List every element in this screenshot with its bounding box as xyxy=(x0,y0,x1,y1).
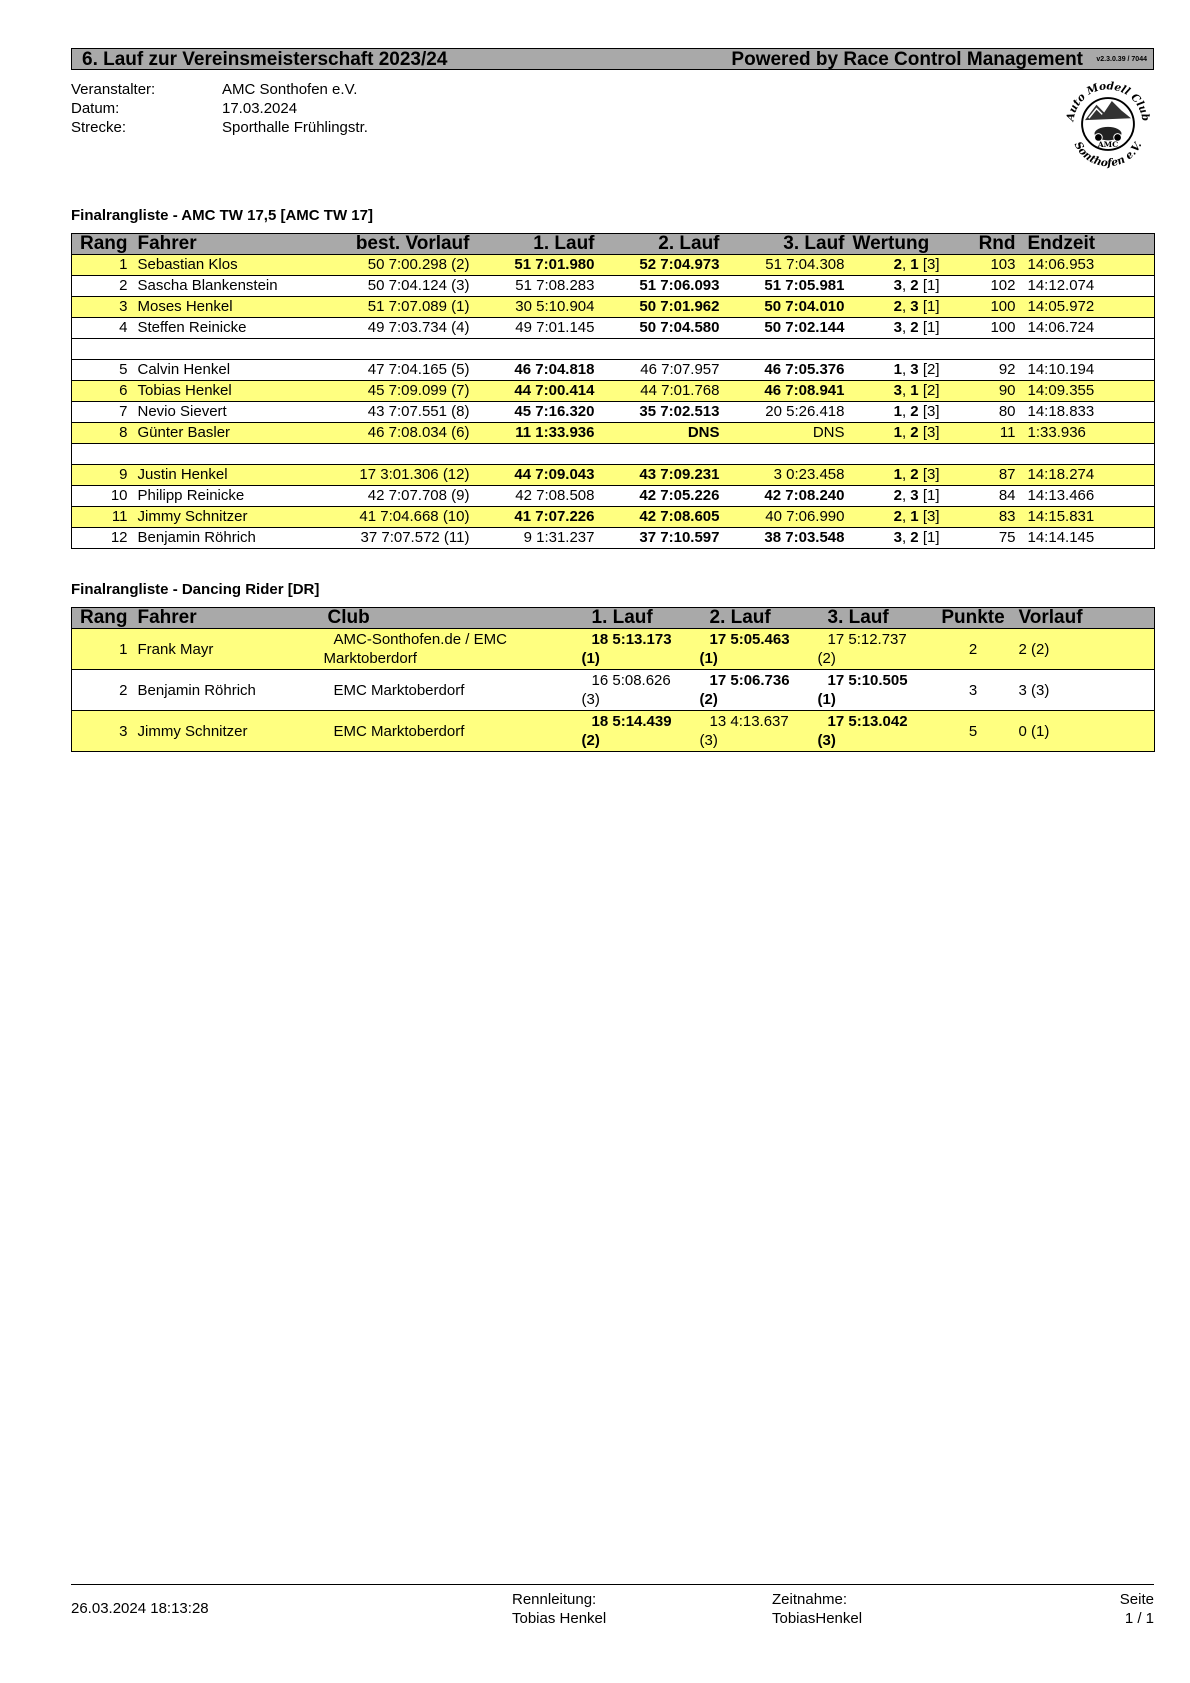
lap3-cell: 38 7:03.548 xyxy=(724,528,849,549)
results-table-dr xyxy=(71,607,1155,752)
rang-cell: 2 xyxy=(72,276,134,297)
end-time-cell: 14:13.466 xyxy=(1022,486,1155,507)
ranking-dropped: [3] xyxy=(922,403,940,420)
driver-cell: Jimmy Schnitzer xyxy=(134,711,324,752)
qualifying-cell: 46 7:08.034 (6) xyxy=(324,423,474,444)
lap-position: (1) xyxy=(817,691,836,708)
ranking-dropped: [1] xyxy=(922,487,940,504)
lap2-cell: 35 7:02.513 xyxy=(599,402,724,423)
col-rang: Rang xyxy=(72,234,134,255)
end-time-cell: 14:09.355 xyxy=(1022,381,1155,402)
spacer-cell xyxy=(72,339,1155,360)
ranking-dropped: [1] xyxy=(922,319,940,336)
end-time-cell: 14:18.274 xyxy=(1022,465,1155,486)
table-row xyxy=(72,318,1155,339)
footer-page xyxy=(1080,1590,1154,1628)
info-value: Sporthalle Frühlingstr. xyxy=(222,119,368,136)
driver-cell: Sascha Blankenstein xyxy=(134,276,324,297)
title-bar xyxy=(71,48,1154,70)
lap-result: 17 5:13.042 xyxy=(827,713,908,730)
club-cell xyxy=(324,711,582,752)
club-line: EMC Marktoberdorf xyxy=(333,722,465,740)
rang-cell: 3 xyxy=(72,711,134,752)
col-vorlauf: Vorlauf xyxy=(1011,608,1155,629)
qualifying-cell: 17 3:01.306 (12) xyxy=(324,465,474,486)
col-punkte: Punkte xyxy=(936,608,1011,629)
qualifying-cell: 45 7:09.099 (7) xyxy=(324,381,474,402)
lap2-cell: 42 7:05.226 xyxy=(599,486,724,507)
driver-cell: Sebastian Klos xyxy=(134,255,324,276)
info-value: AMC Sonthofen e.V. xyxy=(222,81,358,98)
col-lauf3: 3. Lauf xyxy=(818,608,936,629)
info-label: Datum: xyxy=(71,100,120,117)
rang-cell: 10 xyxy=(72,486,134,507)
lap1-cell xyxy=(582,629,700,670)
lap2-cell: 44 7:01.768 xyxy=(599,381,724,402)
rang-cell: 2 xyxy=(72,670,134,711)
ranking-first: 2 xyxy=(893,298,902,315)
qualifying-cell: 0 (1) xyxy=(1011,711,1155,752)
ranking-second: 1 xyxy=(910,256,919,273)
end-time-cell: 14:06.724 xyxy=(1022,318,1155,339)
footer-divider xyxy=(71,1584,1154,1585)
rang-cell: 9 xyxy=(72,465,134,486)
driver-cell: Benjamin Röhrich xyxy=(134,528,324,549)
ranking-first: 2 xyxy=(893,508,902,525)
lap1-cell xyxy=(582,711,700,752)
lap2-cell xyxy=(700,711,818,752)
club-line: EMC Marktoberdorf xyxy=(333,681,465,699)
driver-cell: Steffen Reinicke xyxy=(134,318,324,339)
qualifying-cell: 50 7:00.298 (2) xyxy=(324,255,474,276)
info-row-date xyxy=(71,99,368,118)
lap1-cell: 46 7:04.818 xyxy=(474,360,599,381)
lap3-cell: 50 7:02.144 xyxy=(724,318,849,339)
lap1-cell: 42 7:08.508 xyxy=(474,486,599,507)
qualifying-cell: 49 7:03.734 (4) xyxy=(324,318,474,339)
laps-cell: 80 xyxy=(944,402,1022,423)
table-row xyxy=(72,360,1155,381)
ranking-dropped: [1] xyxy=(922,529,940,546)
lap3-cell: DNS xyxy=(724,423,849,444)
timekeeping-label: Zeitnahme: xyxy=(772,1591,848,1608)
ranking-cell xyxy=(849,381,944,402)
footer-timestamp: 26.03.2024 18:13:28 xyxy=(71,1600,209,1617)
driver-cell: Calvin Henkel xyxy=(134,360,324,381)
results-body-tw17 xyxy=(72,255,1155,549)
lap2-cell: 52 7:04.973 xyxy=(599,255,724,276)
qualifying-cell: 42 7:07.708 (9) xyxy=(324,486,474,507)
info-value: 17.03.2024 xyxy=(222,100,298,117)
lap1-cell: 45 7:16.320 xyxy=(474,402,599,423)
lap-result: 17 5:10.505 xyxy=(827,672,908,689)
lap3-cell: 51 7:04.308 xyxy=(724,255,849,276)
lap3-cell: 46 7:08.941 xyxy=(724,381,849,402)
ranking-sep: , xyxy=(901,382,911,399)
laps-cell: 100 xyxy=(944,297,1022,318)
qualifying-cell: 37 7:07.572 (11) xyxy=(324,528,474,549)
lap3-cell xyxy=(818,670,936,711)
qualifying-cell: 2 (2) xyxy=(1011,629,1155,670)
ranking-first: 1 xyxy=(893,361,902,378)
driver-cell: Tobias Henkel xyxy=(134,381,324,402)
ranking-second: 2 xyxy=(910,529,919,546)
ranking-second: 2 xyxy=(910,403,919,420)
ranking-second: 2 xyxy=(910,277,919,294)
ranking-dropped: [2] xyxy=(922,382,940,399)
event-info xyxy=(71,80,368,137)
lap-result: 13 4:13.637 xyxy=(709,713,789,730)
driver-cell: Moses Henkel xyxy=(134,297,324,318)
lap2-cell xyxy=(700,629,818,670)
table-row xyxy=(72,711,1155,752)
table-row xyxy=(72,297,1155,318)
rang-cell: 7 xyxy=(72,402,134,423)
race-control-value: Tobias Henkel xyxy=(512,1610,607,1627)
driver-cell: Jimmy Schnitzer xyxy=(134,507,324,528)
ranking-second: 2 xyxy=(910,319,919,336)
ranking-sep: , xyxy=(901,487,911,504)
col-fahrer: Fahrer xyxy=(134,234,324,255)
lap2-cell xyxy=(700,670,818,711)
table-row xyxy=(72,507,1155,528)
group-spacer-row xyxy=(72,444,1155,465)
lap-result: 16 5:08.626 xyxy=(591,672,671,689)
lap3-cell: 20 5:26.418 xyxy=(724,402,849,423)
powered-by: Powered by Race Control Management xyxy=(731,49,1083,70)
lap1-cell: 51 7:01.980 xyxy=(474,255,599,276)
laps-cell: 75 xyxy=(944,528,1022,549)
lap-position: (3) xyxy=(581,691,600,708)
rang-cell: 8 xyxy=(72,423,134,444)
lap3-cell: 3 0:23.458 xyxy=(724,465,849,486)
ranking-second: 3 xyxy=(910,298,919,315)
lap3-cell: 42 7:08.240 xyxy=(724,486,849,507)
results-table-tw17 xyxy=(71,233,1155,549)
table-row xyxy=(72,276,1155,297)
qualifying-cell: 50 7:04.124 (3) xyxy=(324,276,474,297)
page-label: Seite xyxy=(1119,1591,1154,1608)
logo-top-text: Auto Modell Club xyxy=(1064,80,1152,123)
ranking-second: 3 xyxy=(910,487,919,504)
lap2-cell: 42 7:08.605 xyxy=(599,507,724,528)
lap1-cell: 11 1:33.936 xyxy=(474,423,599,444)
laps-cell: 100 xyxy=(944,318,1022,339)
lap2-cell: 46 7:07.957 xyxy=(599,360,724,381)
table-header xyxy=(72,234,1155,255)
rang-cell: 6 xyxy=(72,381,134,402)
driver-cell: Günter Basler xyxy=(134,423,324,444)
group-spacer-row xyxy=(72,339,1155,360)
ranking-cell xyxy=(849,318,944,339)
table-row xyxy=(72,629,1155,670)
ranking-second: 3 xyxy=(910,361,919,378)
lap3-cell: 40 7:06.990 xyxy=(724,507,849,528)
ranking-sep: , xyxy=(901,403,911,420)
ranking-first: 1 xyxy=(893,466,902,483)
results-body-dr xyxy=(72,629,1155,752)
ranking-cell xyxy=(849,465,944,486)
club-line: Marktoberdorf xyxy=(323,650,417,667)
ranking-cell xyxy=(849,255,944,276)
end-time-cell: 14:18.833 xyxy=(1022,402,1155,423)
ranking-first: 3 xyxy=(893,319,902,336)
lap3-cell: 46 7:05.376 xyxy=(724,360,849,381)
ranking-sep: , xyxy=(901,256,911,273)
lap-result: 17 5:06.736 xyxy=(709,672,790,689)
spacer-cell xyxy=(72,444,1155,465)
lap-position: (2) xyxy=(817,650,836,667)
lap2-cell: 51 7:06.093 xyxy=(599,276,724,297)
lap1-cell: 51 7:08.283 xyxy=(474,276,599,297)
lap1-cell xyxy=(582,670,700,711)
col-lauf3: 3. Lauf xyxy=(724,234,849,255)
lap1-cell: 9 1:31.237 xyxy=(474,528,599,549)
lap2-cell: 43 7:09.231 xyxy=(599,465,724,486)
lap-position: (3) xyxy=(817,732,836,749)
laps-cell: 87 xyxy=(944,465,1022,486)
timekeeping-value: TobiasHenkel xyxy=(772,1610,863,1627)
ranking-cell xyxy=(849,297,944,318)
driver-cell: Justin Henkel xyxy=(134,465,324,486)
table-row xyxy=(72,255,1155,276)
ranking-first: 2 xyxy=(893,256,902,273)
ranking-dropped: [1] xyxy=(922,298,940,315)
end-time-cell: 14:10.194 xyxy=(1022,360,1155,381)
lap1-cell: 41 7:07.226 xyxy=(474,507,599,528)
points-cell: 5 xyxy=(936,711,1011,752)
ranking-cell xyxy=(849,528,944,549)
club-cell xyxy=(324,670,582,711)
ranking-dropped: [3] xyxy=(922,424,940,441)
ranking-cell xyxy=(849,276,944,297)
ranking-sep: , xyxy=(901,361,911,378)
qualifying-cell: 47 7:04.165 (5) xyxy=(324,360,474,381)
qualifying-cell: 3 (3) xyxy=(1011,670,1155,711)
ranking-sep: , xyxy=(901,277,911,294)
lap3-cell: 51 7:05.981 xyxy=(724,276,849,297)
points-cell: 2 xyxy=(936,629,1011,670)
lap-position: (1) xyxy=(699,650,718,667)
footer-race-control xyxy=(512,1590,606,1628)
lap-result: 18 5:13.173 xyxy=(591,631,672,648)
ranking-first: 3 xyxy=(893,382,902,399)
laps-cell: 92 xyxy=(944,360,1022,381)
end-time-cell: 14:12.074 xyxy=(1022,276,1155,297)
col-wertung: Wertung xyxy=(849,234,944,255)
lap3-cell xyxy=(818,629,936,670)
club-line: AMC-Sonthofen.de / EMC xyxy=(333,631,507,648)
ranking-first: 3 xyxy=(893,529,902,546)
col-lauf2: 2. Lauf xyxy=(599,234,724,255)
ranking-first: 3 xyxy=(893,277,902,294)
rang-cell: 1 xyxy=(72,255,134,276)
ranking-second: 1 xyxy=(910,382,919,399)
rang-cell: 4 xyxy=(72,318,134,339)
ranking-cell xyxy=(849,507,944,528)
lap-position: (2) xyxy=(581,732,600,749)
ranking-sep: , xyxy=(901,508,911,525)
col-lauf1: 1. Lauf xyxy=(582,608,700,629)
ranking-first: 1 xyxy=(893,403,902,420)
qualifying-cell: 43 7:07.551 (8) xyxy=(324,402,474,423)
driver-cell: Frank Mayr xyxy=(134,629,324,670)
ranking-cell xyxy=(849,402,944,423)
ranking-dropped: [3] xyxy=(922,466,940,483)
rang-cell: 3 xyxy=(72,297,134,318)
version-label: v2.3.0.39 / 7044 xyxy=(1096,56,1147,63)
ranking-second: 2 xyxy=(910,424,919,441)
ranking-dropped: [3] xyxy=(922,508,940,525)
table-row xyxy=(72,381,1155,402)
info-label: Veranstalter: xyxy=(71,81,156,98)
lap2-cell: 50 7:04.580 xyxy=(599,318,724,339)
table-header xyxy=(72,608,1155,629)
driver-cell: Philipp Reinicke xyxy=(134,486,324,507)
col-lauf1: 1. Lauf xyxy=(474,234,599,255)
rang-cell: 5 xyxy=(72,360,134,381)
table-row xyxy=(72,465,1155,486)
lap1-cell: 30 5:10.904 xyxy=(474,297,599,318)
col-vorlauf: best. Vorlauf xyxy=(324,234,474,255)
page-number: 1 / 1 xyxy=(1124,1610,1154,1627)
ranking-sep: , xyxy=(901,319,911,336)
ranking-dropped: [2] xyxy=(922,361,940,378)
laps-cell: 84 xyxy=(944,486,1022,507)
ranking-cell xyxy=(849,423,944,444)
lap-position: (1) xyxy=(581,650,600,667)
lap-result: 17 5:12.737 xyxy=(827,631,907,648)
rang-cell: 1 xyxy=(72,629,134,670)
footer-timekeeping xyxy=(772,1590,862,1628)
lap1-cell: 44 7:00.414 xyxy=(474,381,599,402)
info-row-organizer xyxy=(71,80,368,99)
ranking-cell xyxy=(849,486,944,507)
table-row xyxy=(72,528,1155,549)
lap2-cell: 50 7:01.962 xyxy=(599,297,724,318)
driver-cell: Benjamin Röhrich xyxy=(134,670,324,711)
col-endzeit: Endzeit xyxy=(1022,234,1155,255)
driver-cell: Nevio Sievert xyxy=(134,402,324,423)
col-fahrer: Fahrer xyxy=(134,608,324,629)
event-title: 6. Lauf zur Vereinsmeisterschaft 2023/24 xyxy=(82,49,448,70)
end-time-cell: 14:14.145 xyxy=(1022,528,1155,549)
table-row xyxy=(72,423,1155,444)
ranking-first: 2 xyxy=(893,487,902,504)
table-row xyxy=(72,670,1155,711)
ranking-second: 2 xyxy=(910,466,919,483)
rang-cell: 11 xyxy=(72,507,134,528)
col-rnd: Rnd xyxy=(944,234,1022,255)
ranking-dropped: [1] xyxy=(922,277,940,294)
table-row xyxy=(72,402,1155,423)
end-time-cell: 1:33.936 xyxy=(1022,423,1155,444)
club-cell xyxy=(324,629,582,670)
section-title-dr: Finalrangliste - Dancing Rider [DR] xyxy=(71,581,320,598)
lap2-cell: 37 7:10.597 xyxy=(599,528,724,549)
laps-cell: 102 xyxy=(944,276,1022,297)
race-control-label: Rennleitung: xyxy=(512,1591,597,1608)
qualifying-cell: 41 7:04.668 (10) xyxy=(324,507,474,528)
ranking-first: 1 xyxy=(893,424,902,441)
lap3-cell xyxy=(818,711,936,752)
section-title-tw17: Finalrangliste - AMC TW 17,5 [AMC TW 17] xyxy=(71,207,373,224)
lap-position: (2) xyxy=(699,691,718,708)
col-lauf2: 2. Lauf xyxy=(700,608,818,629)
lap-result: 18 5:14.439 xyxy=(591,713,672,730)
col-club: Club xyxy=(324,608,582,629)
table-row xyxy=(72,486,1155,507)
lap2-cell: DNS xyxy=(599,423,724,444)
end-time-cell: 14:06.953 xyxy=(1022,255,1155,276)
ranking-sep: , xyxy=(901,298,911,315)
ranking-second: 1 xyxy=(910,508,919,525)
lap1-cell: 44 7:09.043 xyxy=(474,465,599,486)
club-logo xyxy=(1060,76,1156,172)
ranking-cell xyxy=(849,360,944,381)
rang-cell: 12 xyxy=(72,528,134,549)
logo-center-text: AMC xyxy=(1097,140,1119,150)
qualifying-cell: 51 7:07.089 (1) xyxy=(324,297,474,318)
lap3-cell: 50 7:04.010 xyxy=(724,297,849,318)
end-time-cell: 14:15.831 xyxy=(1022,507,1155,528)
lap-position: (3) xyxy=(699,732,718,749)
lap-result: 17 5:05.463 xyxy=(709,631,790,648)
lap1-cell: 49 7:01.145 xyxy=(474,318,599,339)
end-time-cell: 14:05.972 xyxy=(1022,297,1155,318)
laps-cell: 103 xyxy=(944,255,1022,276)
ranking-sep: , xyxy=(901,424,911,441)
ranking-dropped: [3] xyxy=(922,256,940,273)
info-label: Strecke: xyxy=(71,119,127,136)
ranking-sep: , xyxy=(901,466,911,483)
laps-cell: 83 xyxy=(944,507,1022,528)
info-row-track xyxy=(71,118,368,137)
ranking-sep: , xyxy=(901,529,911,546)
laps-cell: 11 xyxy=(944,423,1022,444)
points-cell: 3 xyxy=(936,670,1011,711)
col-rang: Rang xyxy=(72,608,134,629)
laps-cell: 90 xyxy=(944,381,1022,402)
logo-bottom-text: Sonthofen e.V. xyxy=(1071,139,1145,170)
